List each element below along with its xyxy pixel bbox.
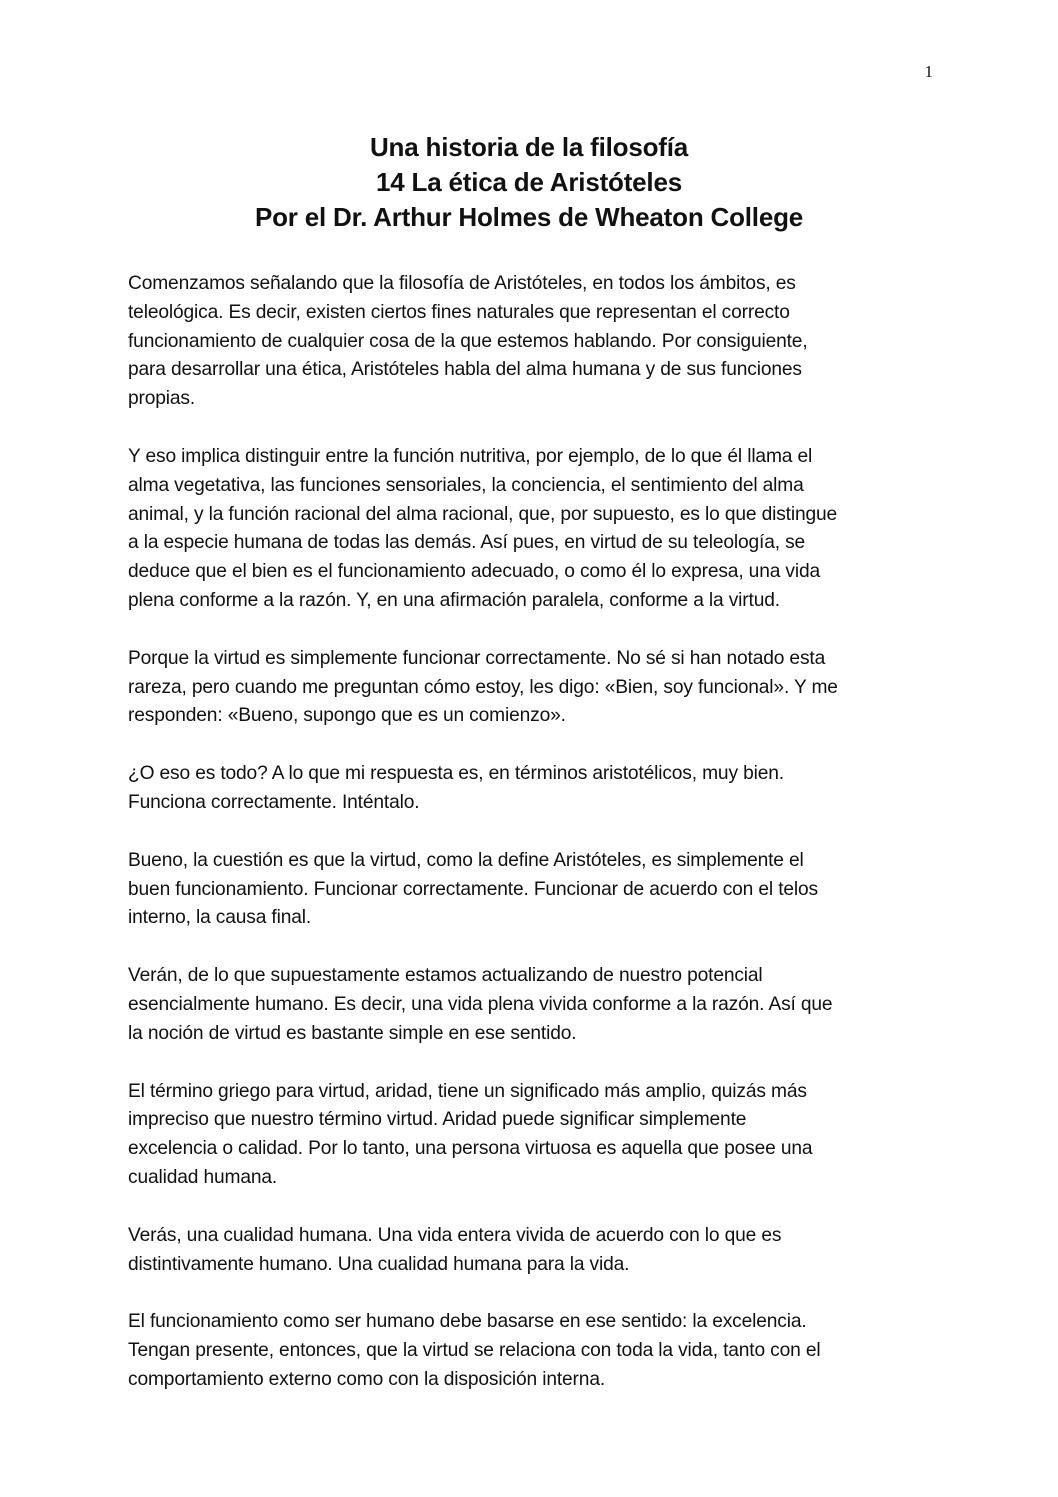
paragraph-line: buen funcionamiento. Funcionar correctamente. Funcionar de acuerdo con el telos <box>128 878 818 900</box>
page-number: 1 <box>924 62 933 81</box>
paragraph-line: la noción de virtud es bastante simple en ese sentido. <box>128 1022 577 1044</box>
paragraph-line: propias. <box>128 388 196 410</box>
paragraph-line: rareza, pero cuando me preguntan cómo estoy, les digo: «Bien, soy funcional». Y me <box>128 676 838 698</box>
paragraph-line: El término griego para virtud, aridad, tiene un significado más amplio, quizás más <box>128 1080 807 1102</box>
paragraph-line: deduce que el bien es el funcionamiento adecuado, o como él lo expresa, una vida <box>128 561 821 583</box>
paragraph-line: distintivamente humano. Una cualidad humana para la vida. <box>128 1253 630 1275</box>
paragraph-line: Porque la virtud es simplemente funcionar correctamente. No sé si han notado esta <box>128 647 826 669</box>
title-line-3: Por el Dr. Arthur Holmes de Wheaton College <box>254 202 804 232</box>
document-body <box>128 270 928 1424</box>
paragraph-line: cualidad humana. <box>128 1166 278 1188</box>
document-title <box>0 130 1058 235</box>
paragraph-line: Comenzamos señalando que la filosofía de Aristóteles, en todos los ámbitos, es <box>128 273 796 294</box>
paragraph-line: para desarrollar una ética, Aristóteles habla del alma humana y de sus funciones <box>128 359 802 381</box>
paragraph <box>128 847 928 933</box>
paragraph-line: comportamiento externo como con la disposición interna. <box>128 1368 606 1390</box>
paragraph <box>128 1308 928 1394</box>
paragraph-line: animal, y la función racional del alma racional, que, por supuesto, es lo que distingue <box>128 503 838 525</box>
paragraph-line: funcionamiento de cualquier cosa de la que estemos hablando. Por consiguiente, <box>128 330 808 352</box>
paragraph <box>128 760 928 818</box>
paragraph-line: alma vegetativa, las funciones sensoriales, la conciencia, el sentimiento del alma <box>128 474 804 496</box>
paragraph-line: ¿O eso es todo? A lo que mi respuesta es, en términos aristotélicos, muy bien. <box>128 763 784 785</box>
paragraph-line: Tengan presente, entonces, que la virtud se relaciona con toda la vida, tanto con el <box>128 1340 821 1362</box>
paragraph-line: El funcionamiento como ser humano debe basarse en ese sentido: la excelencia. <box>128 1311 807 1333</box>
paragraph <box>128 1078 928 1193</box>
paragraph-line: impreciso que nuestro término virtud. Aridad puede significar simplemente <box>128 1109 747 1131</box>
paragraph-line: a la especie humana de todas las demás. Así pues, en virtud de su teleología, se <box>128 532 806 554</box>
title-line-1: Una historia de la filosofía <box>369 132 689 162</box>
paragraph-line: Bueno, la cuestión es que la virtud, como la define Aristóteles, es simplemente el <box>128 849 804 871</box>
title-line-2: 14 La ética de Aristóteles <box>376 167 682 197</box>
paragraph-line: Verás, una cualidad humana. Una vida entera vivida de acuerdo con lo que es <box>128 1224 782 1246</box>
paragraph-line: Verán, de lo que supuestamente estamos actualizando de nuestro potencial <box>128 965 763 987</box>
paragraph-line: esencialmente humano. Es decir, una vida plena vivida conforme a la razón. Así que <box>128 993 833 1015</box>
paragraph-line: Y eso implica distinguir entre la función nutritiva, por ejemplo, de lo que él llama el <box>128 445 813 467</box>
paragraph <box>128 443 928 616</box>
paragraph-line: teleológica. Es decir, existen ciertos fines naturales que representan el correcto <box>128 301 790 323</box>
paragraph-line: plena conforme a la razón. Y, en una afirmación paralela, conforme a la virtud. <box>128 589 780 611</box>
paragraph-line: excelencia o calidad. Por lo tanto, una persona virtuosa es aquella que posee una <box>128 1138 813 1160</box>
paragraph <box>128 962 928 1048</box>
paragraph-line: interno, la causa final. <box>128 907 312 929</box>
paragraph <box>128 645 928 731</box>
paragraph-line: Funciona correctamente. Inténtalo. <box>128 791 420 813</box>
paragraph <box>128 270 928 414</box>
paragraph <box>128 1222 928 1280</box>
paragraph-line: responden: «Bueno, supongo que es un comienzo». <box>128 705 566 727</box>
